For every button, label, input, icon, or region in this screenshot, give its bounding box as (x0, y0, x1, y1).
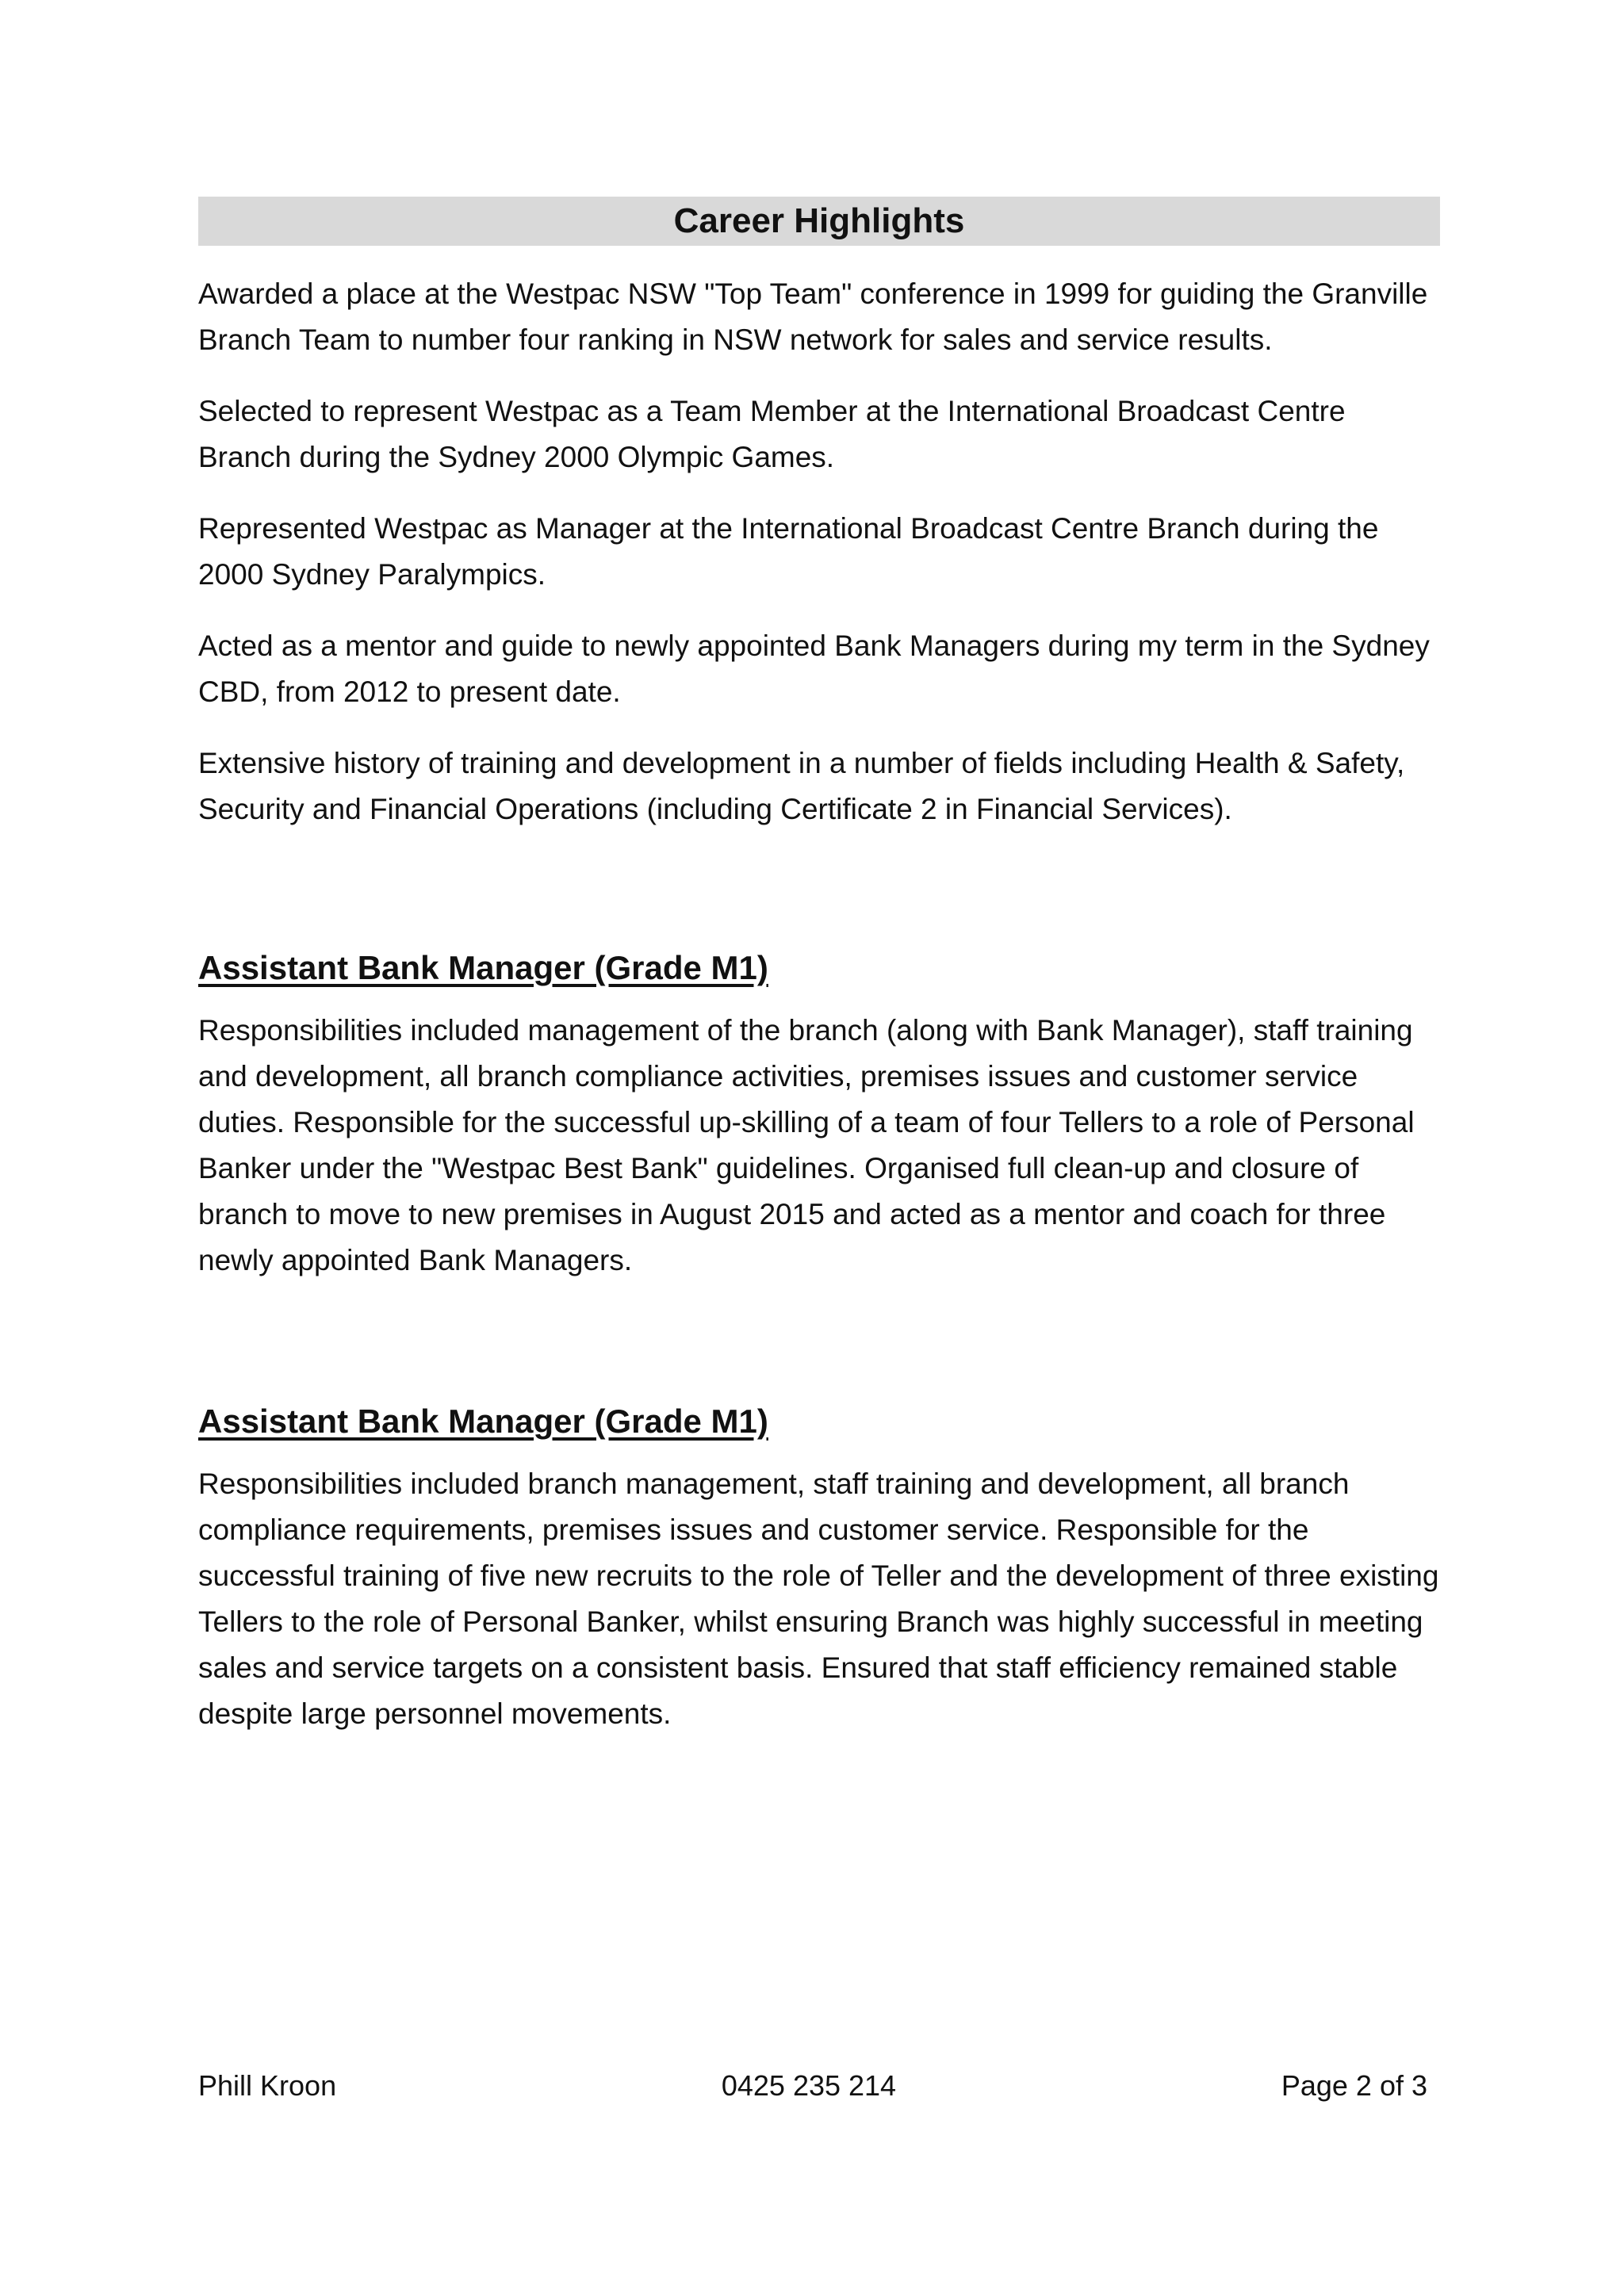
page-footer (198, 2069, 1427, 2103)
role-description: Responsibilities included management of the branch (along with Bank Manager), staff training and development, all branch compliance activities, premises issues and customer service duties. Responsible for the successful up-skilling of a team of four Tellers to a role of Personal Banker under the "Westpac Best Bank" guidelines. Organised full clean-up and closure of branch to move to new premises in August 2015 and acted as a mentor and coach for three newly appointed Bank Managers. (198, 1014, 1415, 1276)
page-content (198, 197, 1440, 1762)
role-description: Responsibilities included branch management, staff training and development, all branch compliance requirements, premises issues and customer service. Responsible for the successful training of five new recruits to the role of Teller and the development of three existing Tellers to the role of Personal Banker, whilst ensuring Branch was highly successful in meeting sales and service targets on a consistent basis. Ensured that staff efficiency remained stable despite large personnel movements. (198, 1468, 1439, 1730)
highlight-item: Selected to represent Westpac as a Team Member at the International Broadcast Centre Branch during the Sydney 2000 Olympic Games. (198, 395, 1346, 473)
highlight-item: Awarded a place at the Westpac NSW "Top Team" conference in 1999 for guiding the Granville Branch Team to number four ranking in NSW network for sales and service results. (198, 277, 1428, 356)
career-highlights-heading (198, 197, 1440, 246)
footer-page-number: Page 2 of 3 (1281, 2069, 1427, 2102)
highlight-item: Extensive history of training and development in a number of fields including Health & Safety, Security and Financial Operations (including Certificate 2 in Financial Services). (198, 747, 1405, 825)
footer-phone: 0425 235 214 (721, 2069, 897, 2102)
highlight-item: Acted as a mentor and guide to newly appointed Bank Managers during my term in the Sydney CBD, from 2012 to present date. (198, 629, 1430, 708)
highlight-item: Represented Westpac as Manager at the International Broadcast Centre Branch during the 2000 Sydney Paralympics. (198, 512, 1379, 591)
role-title: Assistant Bank Manager (Grade M1) (198, 1402, 768, 1440)
footer-name: Phill Kroon (198, 2069, 337, 2102)
section-spacer (198, 858, 1440, 949)
section-spacer (198, 1309, 1440, 1402)
career-highlights-heading-text: Career Highlights (673, 201, 965, 240)
role-title: Assistant Bank Manager (Grade M1) (198, 949, 768, 986)
